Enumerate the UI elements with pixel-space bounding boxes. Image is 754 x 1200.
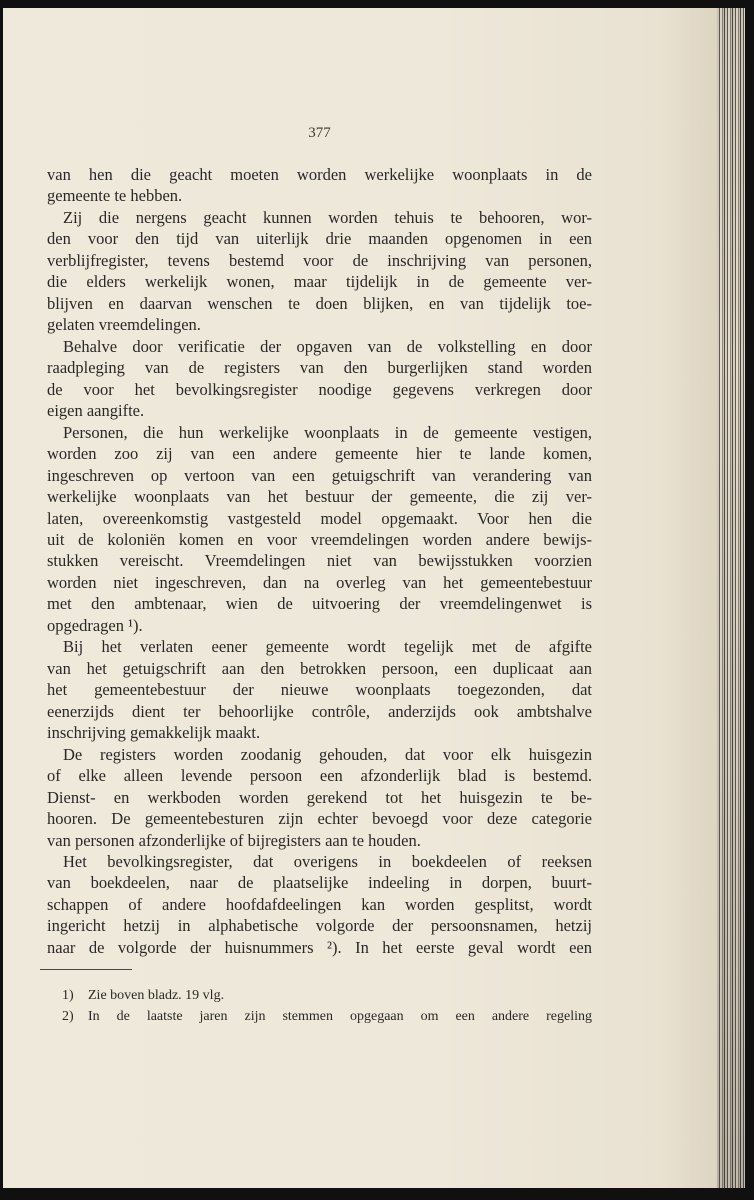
body-text [47,164,592,958]
text-line: van personen afzonderlijke of bijregisters aan te houden. [47,830,421,850]
text-line: gelaten vreemdelingen. [47,315,201,335]
paragraph [47,851,592,958]
text-line: Bij het verlaten eener gemeente wordt tegelijk met de afgifte [63,637,592,657]
text-line: den voor den tijd van uiterlijk drie maanden opgenomen in een [47,229,592,249]
footnote [62,1006,592,1027]
text-line: schappen of andere hoofdafdeelingen kan worden gesplitst, wordt [47,894,592,914]
text-line: ingericht hetzij in alphabetische volgorde der persoonsnamen, hetzij [47,916,592,936]
text-line: worden zoo zij van een andere gemeente hier te lande komen, [47,444,592,464]
text-line: Behalve door verificatie der opgaven van de volkstelling en door [63,336,592,356]
footnote-marker: 1) [62,988,74,1003]
text-line: eigen aangifte. [47,401,145,421]
text-line: De registers worden zoodanig gehouden, dat voor elk huisgezin [63,744,592,764]
text-line: opgedragen ¹). [47,615,143,635]
text-line: Personen, die hun werkelijke woonplaats in de gemeente vestigen, [63,422,592,442]
text-line: worden niet ingeschreven, dan na overleg van het gemeentebestuur [47,572,592,592]
text-line: van hen die geacht moeten worden werkelijke woonplaats in de [47,165,592,184]
text-line: met den ambtenaar, wien de uitvoering der vreemdelingenwet is [47,594,592,614]
text-line: of elke alleen levende persoon een afzonderlijk blad is bestemd. [47,766,592,786]
text-line: blijven en daarvan wenschen te doen blijken, en van tijdelijk toe- [47,293,592,313]
text-line: uit de koloniën komen en voor vreemdelingen worden andere bewijs- [47,529,592,549]
text-line: Dienst- en werkboden worden gerekend tot het huisgezin te be- [47,787,592,807]
text-line: Het bevolkingsregister, dat overigens in boekdeelen of reeksen [63,852,592,871]
text-line: Zij die nergens geacht kunnen worden tehuis te behooren, wor- [63,207,592,227]
text-line: gemeente te hebben. [47,186,183,206]
paragraph [47,207,592,336]
text-line: ingeschreven op vertoon van een getuigschrift van verandering van [47,465,592,485]
footnote-text: Zie boven bladz. 19 vlg. [88,988,225,1003]
text-line: het gemeentebestuur der nieuwe woonplaats toegezonden, dat [47,680,592,700]
text-line: de voor het bevolkingsregister noodige gegevens verkregen door [47,379,592,399]
text-line: hooren. De gemeentebesturen zijn echter bevoegd voor deze categorie [47,809,592,829]
text-line: eenerzijds dient ter behoorlijke contrôle, anderzijds ook ambtshalve [47,701,592,721]
footnotes [62,985,592,1027]
page-stack-edge [717,8,745,1188]
paragraph [47,336,592,422]
text-line: inschrijving gemakkelijk maakt. [47,723,261,743]
page-number: 377 [308,125,331,141]
footnote-separator [40,969,132,970]
paragraph [47,636,592,743]
footnote [62,985,592,1006]
text-line: van boekdeelen, naar de plaatselijke indeeling in dorpen, buurt- [47,873,592,893]
text-line: stukken vereischt. Vreemdelingen niet van bewijsstukken voorzien [47,551,592,571]
text-line: die elders werkelijk wonen, maar tijdelijk in de gemeente ver- [47,272,592,292]
paragraph [47,164,592,207]
paragraph [47,744,592,851]
text-line: raadpleging van de registers van den burgerlijken stand worden [47,358,592,378]
text-line: naar de volgorde der huisnummers ²). In het eerste geval wordt een [47,937,592,957]
text-line: verblijfregister, tevens bestemd voor de inschrijving van personen, [47,250,592,270]
text-line: van het getuigschrift aan den betrokken persoon, een duplicaat aan [47,658,592,678]
text-line: laten, overeenkomstig vastgesteld model opgemaakt. Voor hen die [47,508,592,528]
paragraph [47,422,592,637]
footnote-text: In de laatste jaren zijn stemmen opgegaan om een andere regeling [88,1009,592,1024]
footnote-marker: 2) [62,1009,74,1024]
text-line: werkelijke woonplaats van het bestuur der gemeente, die zij ver- [47,487,592,507]
